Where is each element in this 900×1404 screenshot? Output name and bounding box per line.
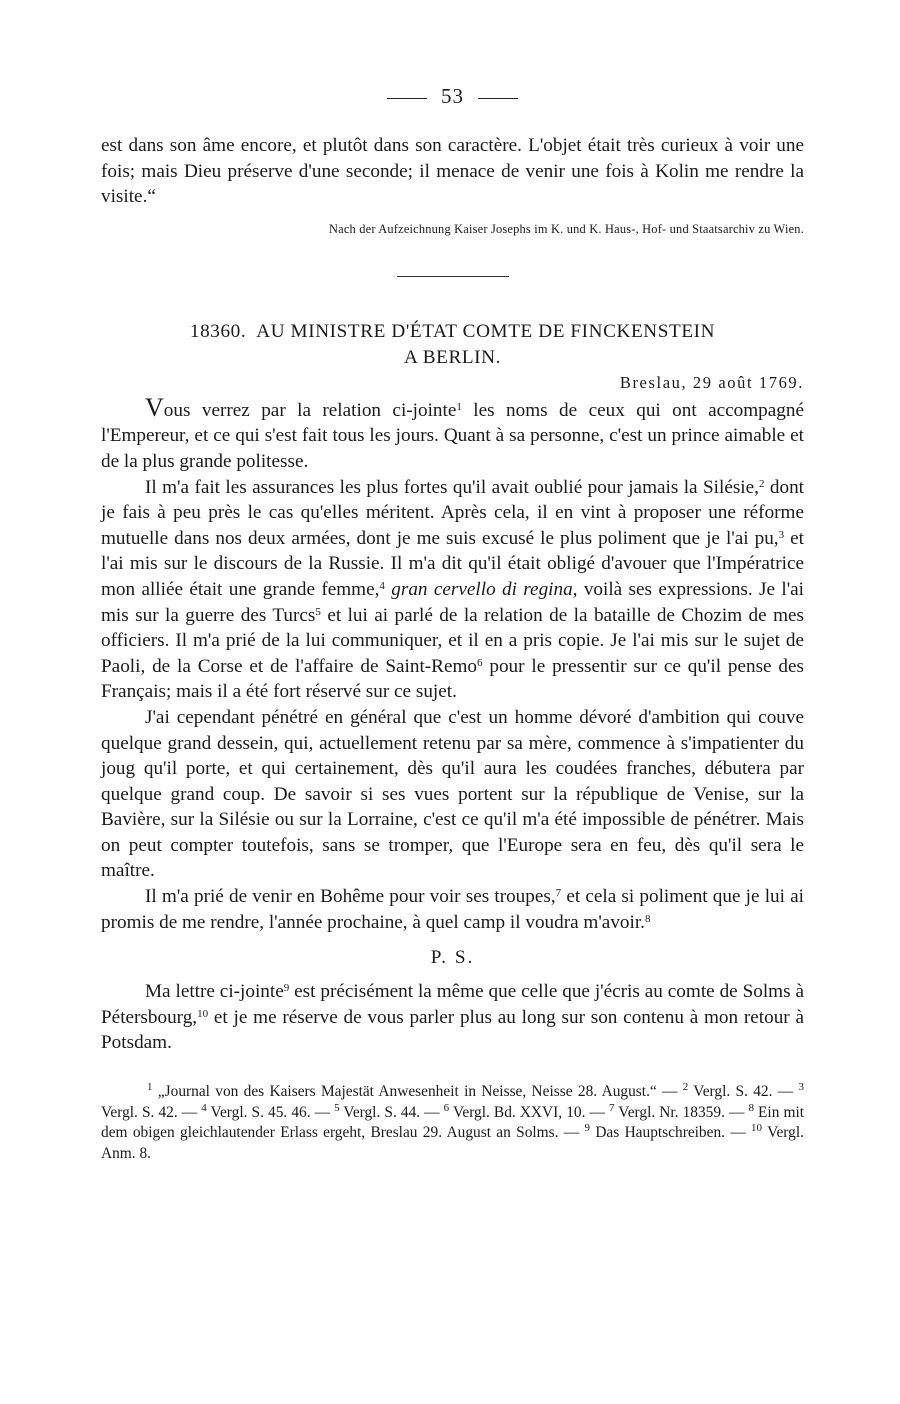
letter-dateline: Breslau, 29 août 1769. — [619, 372, 804, 392]
p2-text-b: dont je fais à peu près le cas qu'elles méritent. Après cela, il en vint à proposer une réforme mutuelle dans nos deux armées, dont je me suis excusé le plus poliment que je l'ai pu, — [101, 476, 804, 549]
continuation-paragraph: est dans son âme encore, et plutôt dans son caractère. L'objet était très curieux à voir une fois; mais Dieu préserve d'une seconde; il menace de venir une fois à Kolin me rendre la visite.“ — [101, 135, 804, 208]
header-dash-left — [387, 98, 427, 99]
letter-title-line2: A BERLIN. — [403, 346, 502, 368]
header-dash-right — [478, 98, 518, 99]
footnote-ref-4: 4 — [379, 579, 385, 592]
section-divider — [397, 276, 509, 277]
footnote-num-1: 1 — [147, 1081, 153, 1094]
letter-paragraph-3: J'ai cependant pénétré en général que c'est un homme dévoré d'ambition qui couve quelque grand dessein, qui, actuellement retenu par sa mère, commence à s'impatienter du joug qu'il porte, et qui certainement, dès qu'il aura les coudées franches, débutera par quelque grand coup. De savoir si ses vues portent sur la république de Venise, sur la Bavière, sur la Silésie ou sur la Lorraine, c'est ce qu'il m'a été impossible de pénétrer. Mais on peut compter toutefois, sans se tromper, que l'Europe sera en feu, dès qu'il sera le maître. — [101, 706, 804, 882]
p2-text-c: et l'ai mis sur le discours de la Russie. Il m'a dit qu'il était obligé d'avouer que l'Impératrice mon alliée était une grande femme, — [101, 527, 804, 600]
letter-number: 18360. — [189, 320, 247, 342]
p1-text-b: les noms de ceux qui ont accompagné l'Empereur, et ce qui s'est fait tous les jours. Quant à sa personne, c'est un prince aimable et de la plus grande politesse. — [101, 399, 804, 472]
footnote-text-8: Ein mit dem obigen gleichlautender Erlass ergeht, Breslau 29. August an Solms. — — [101, 1103, 804, 1142]
footnote-num-2: 2 — [682, 1081, 689, 1094]
footnote-ref-2: 2 — [758, 477, 765, 490]
footnote-text-9: Das Hauptschreiben. — — [590, 1124, 752, 1142]
footnotes — [101, 1082, 804, 1164]
letter-paragraph-4 — [101, 884, 804, 935]
footnote-ref-10: 10 — [197, 1007, 209, 1020]
ps-text-a: Ma lettre ci-jointe — [145, 981, 284, 1003]
footnote-ref-7: 7 — [555, 887, 562, 900]
footnote-text-2: Vergl. S. 42. — — [688, 1083, 799, 1101]
drop-cap: V — [145, 392, 164, 422]
ps-text-c: et je me réserve de vous parler plus au long sur son contenu à mon retour à Potsdam. — [101, 1006, 804, 1054]
footnote-ref-8: 8 — [644, 912, 651, 925]
footnote-num-6: 6 — [443, 1101, 450, 1114]
postscript-heading: P. S. — [430, 947, 475, 969]
footnote-text-4: Vergl. S. 45. 46. — — [206, 1103, 335, 1121]
book-page — [101, 84, 804, 1164]
footnote-text-3: Vergl. S. 42. — — [101, 1103, 202, 1121]
footnote-text-1: „Journal von des Kaisers Majestät Anwesenheit in Neisse, Neisse 28. August.“ — — [152, 1083, 683, 1101]
p2-text-f: pour le pressentir sur ce qu'il pense des Français; mais il a été fort réservé sur ce sujet. — [101, 655, 805, 703]
p4-text-a: Il m'a prié de venir en Bohême pour voir ses troupes, — [145, 886, 556, 908]
footnote-num-3: 3 — [798, 1081, 804, 1094]
footnote-text-5: Vergl. S. 44. — — [339, 1103, 444, 1121]
footnote-text-6: Vergl. Bd. XXVI, 10. — — [449, 1103, 609, 1121]
letter-paragraph-2 — [101, 475, 804, 705]
footnote-num-8: 8 — [748, 1101, 754, 1114]
footnote-text-10: Vergl. Anm. 8. — [101, 1124, 804, 1162]
footnote-ref-9: 9 — [283, 982, 290, 995]
p1-text-a: ous verrez par la relation ci-jointe — [163, 399, 457, 421]
footnote-num-7: 7 — [609, 1101, 615, 1114]
p2-text-a: Il m'a fait les assurances les plus fortes qu'il avait oublié pour jamais la Silésie, — [145, 476, 759, 498]
letter-paragraph-1 — [101, 392, 804, 475]
source-note: Nach der Aufzeichnung Kaiser Josephs im K. und K. Haus-, Hof- und Staatsarchiv zu Wien. — [328, 221, 804, 236]
italic-quote: gran cervello di regina, — [391, 578, 578, 600]
ps-text-b: est précisément la même que celle que j'écris au comte de Solms à Pétersbourg, — [101, 981, 804, 1028]
footnote-ref-3: 3 — [778, 528, 785, 541]
letter-title-line1: AU MINISTRE D'ÉTAT COMTE DE FINCKENSTEIN — [256, 320, 716, 342]
page-header — [101, 84, 804, 109]
footnote-num-10: 10 — [751, 1122, 763, 1135]
footnote-num-5: 5 — [334, 1101, 340, 1114]
p2-text-e: et lui ai parlé de la relation de la bataille de Chozim de mes officiers. Il m'a prié de la lui communiquer, et il en a pris copie. Je l'ai mis sur le sujet de Paoli, de la Corse et de l'affaire de Saint-Remo — [101, 604, 804, 677]
footnote-ref-6: 6 — [477, 656, 483, 669]
footnote-ref-5: 5 — [315, 605, 321, 618]
footnote-num-9: 9 — [584, 1122, 590, 1135]
page-number: 53 — [441, 84, 464, 108]
letter-title — [101, 319, 804, 371]
footnote-text-7: Vergl. Nr. 18359. — — [614, 1103, 749, 1121]
footnote-num-4: 4 — [201, 1101, 207, 1114]
footnote-ref-1: 1 — [456, 400, 462, 413]
p2-text-d: voilà ses expressions. Je l'ai mis sur la guerre des Turcs — [101, 578, 805, 626]
postscript-paragraph — [101, 979, 804, 1056]
p4-text-b: et cela si poliment que je lui ai promis de me rendre, l'année prochaine, à quel camp il voudra m'avoir. — [101, 886, 804, 933]
footnotes-paragraph — [101, 1082, 804, 1164]
